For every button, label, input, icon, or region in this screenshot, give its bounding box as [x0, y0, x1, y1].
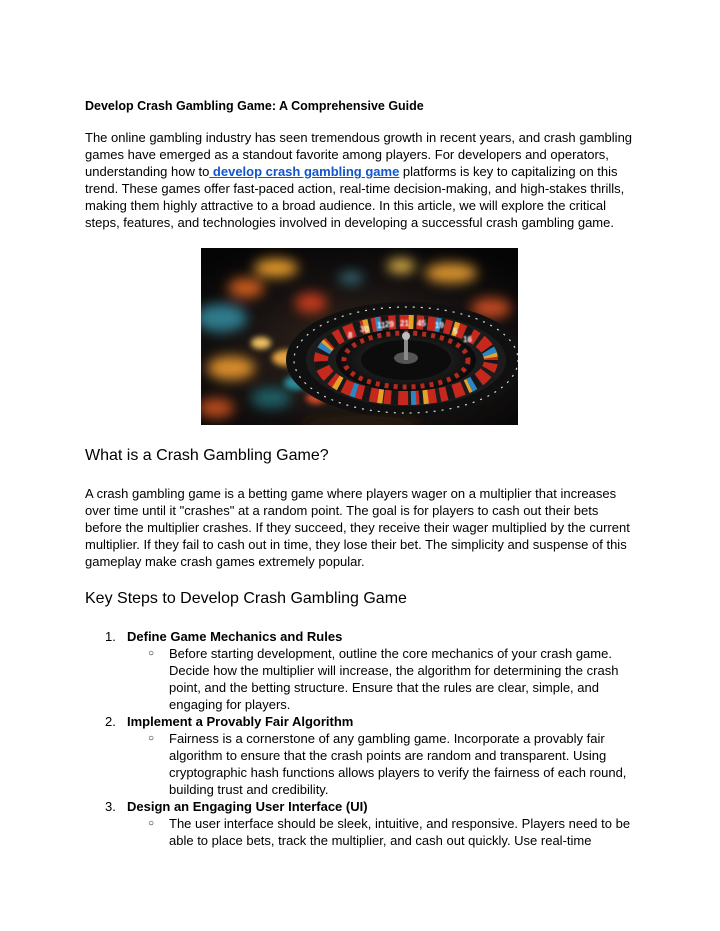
- section-what-is-paragraph: A crash gambling game is a betting game where players wager on a multiplier that increases over time until it "crashes" at a random point. The goal is for players to cash out their bets before the multiplier crashes. If they succeed, they receive their wager multiplied by the current multiplier. If they fail to cash out in time, they lose their bet. The simplicity and suspense of this gameplay make crash games extremely popular.: [85, 486, 630, 569]
- step-number: 2.: [105, 714, 116, 729]
- intro-text-after-link: platforms is key to capitalizing on this trend. These games offer fast-paced action, real-time decision-making, and high-stakes thrills, making them highly attractive to a broad audience. In this article, we will explore the critical steps, features, and technologies involved in developing a successful crash gambling game.: [85, 164, 625, 230]
- step-title: Implement a Provably Fair Algorithm: [127, 714, 354, 729]
- hero-image-container: [201, 248, 635, 425]
- key-steps-list: [85, 628, 635, 849]
- wheel-number: 29: [385, 320, 394, 329]
- develop-crash-game-link[interactable]: develop crash gambling game: [209, 164, 400, 179]
- step-title: Design an Engaging User Interface (UI): [127, 799, 368, 814]
- step-number: 3.: [105, 799, 116, 814]
- document-title: Develop Crash Gambling Game: A Comprehensive Guide: [85, 99, 424, 113]
- step-bullet-text: Before starting development, outline the core mechanics of your crash game. Decide how the multiplier will increase, the algorithm for determining the crash point, and the betting structure. Ensure that the rules are clear, simple, and engaging for players.: [169, 646, 619, 712]
- list-item: [85, 628, 635, 713]
- hollow-circle-bullet-icon: ○: [148, 733, 155, 744]
- document-content: [85, 97, 635, 849]
- step-bullet-text: Fairness is a cornerstone of any gambling game. Incorporate a provably fair algorithm to ensure that the crash points are random and transparent. Using cryptographic hash functions allows players to verify the fairness of each round, building trust and credibility.: [169, 731, 627, 797]
- step-bullet-text: The user interface should be sleek, intuitive, and responsive. Players need to be able to place bets, track the multiplier, and cash out quickly. Use real-time: [169, 816, 631, 848]
- section-heading-what-is: What is a Crash Gambling Game?: [85, 447, 329, 464]
- step-number: 1.: [105, 629, 116, 644]
- list-item: [85, 713, 635, 798]
- section-heading-key-steps: Key Steps to Develop Crash Gambling Game: [85, 590, 407, 607]
- wheel-number: 45: [417, 319, 426, 328]
- intro-paragraph: [85, 129, 635, 231]
- hollow-circle-bullet-icon: ○: [148, 818, 155, 829]
- list-item: [85, 798, 635, 849]
- wheel-number: 16: [463, 335, 472, 344]
- step-bullet: [148, 815, 635, 849]
- step-bullet: [148, 730, 635, 798]
- wheel-number: 8: [348, 331, 353, 340]
- roulette-hero-image: [201, 248, 518, 425]
- intro-text-before-link: The online gambling industry has seen tremendous growth in recent years, and crash gambling games have emerged as a standout favorite among players. For developers and operators, understanding how to: [85, 130, 633, 179]
- wheel-number: 11: [377, 321, 386, 330]
- wheel-number: 19: [435, 321, 444, 330]
- step-bullet: [148, 645, 635, 713]
- wheel-number: 21: [400, 319, 409, 328]
- wheel-number: 5: [453, 327, 458, 336]
- hollow-circle-bullet-icon: ○: [148, 648, 155, 659]
- step-title: Define Game Mechanics and Rules: [127, 629, 343, 644]
- wheel-number: 30: [360, 325, 369, 334]
